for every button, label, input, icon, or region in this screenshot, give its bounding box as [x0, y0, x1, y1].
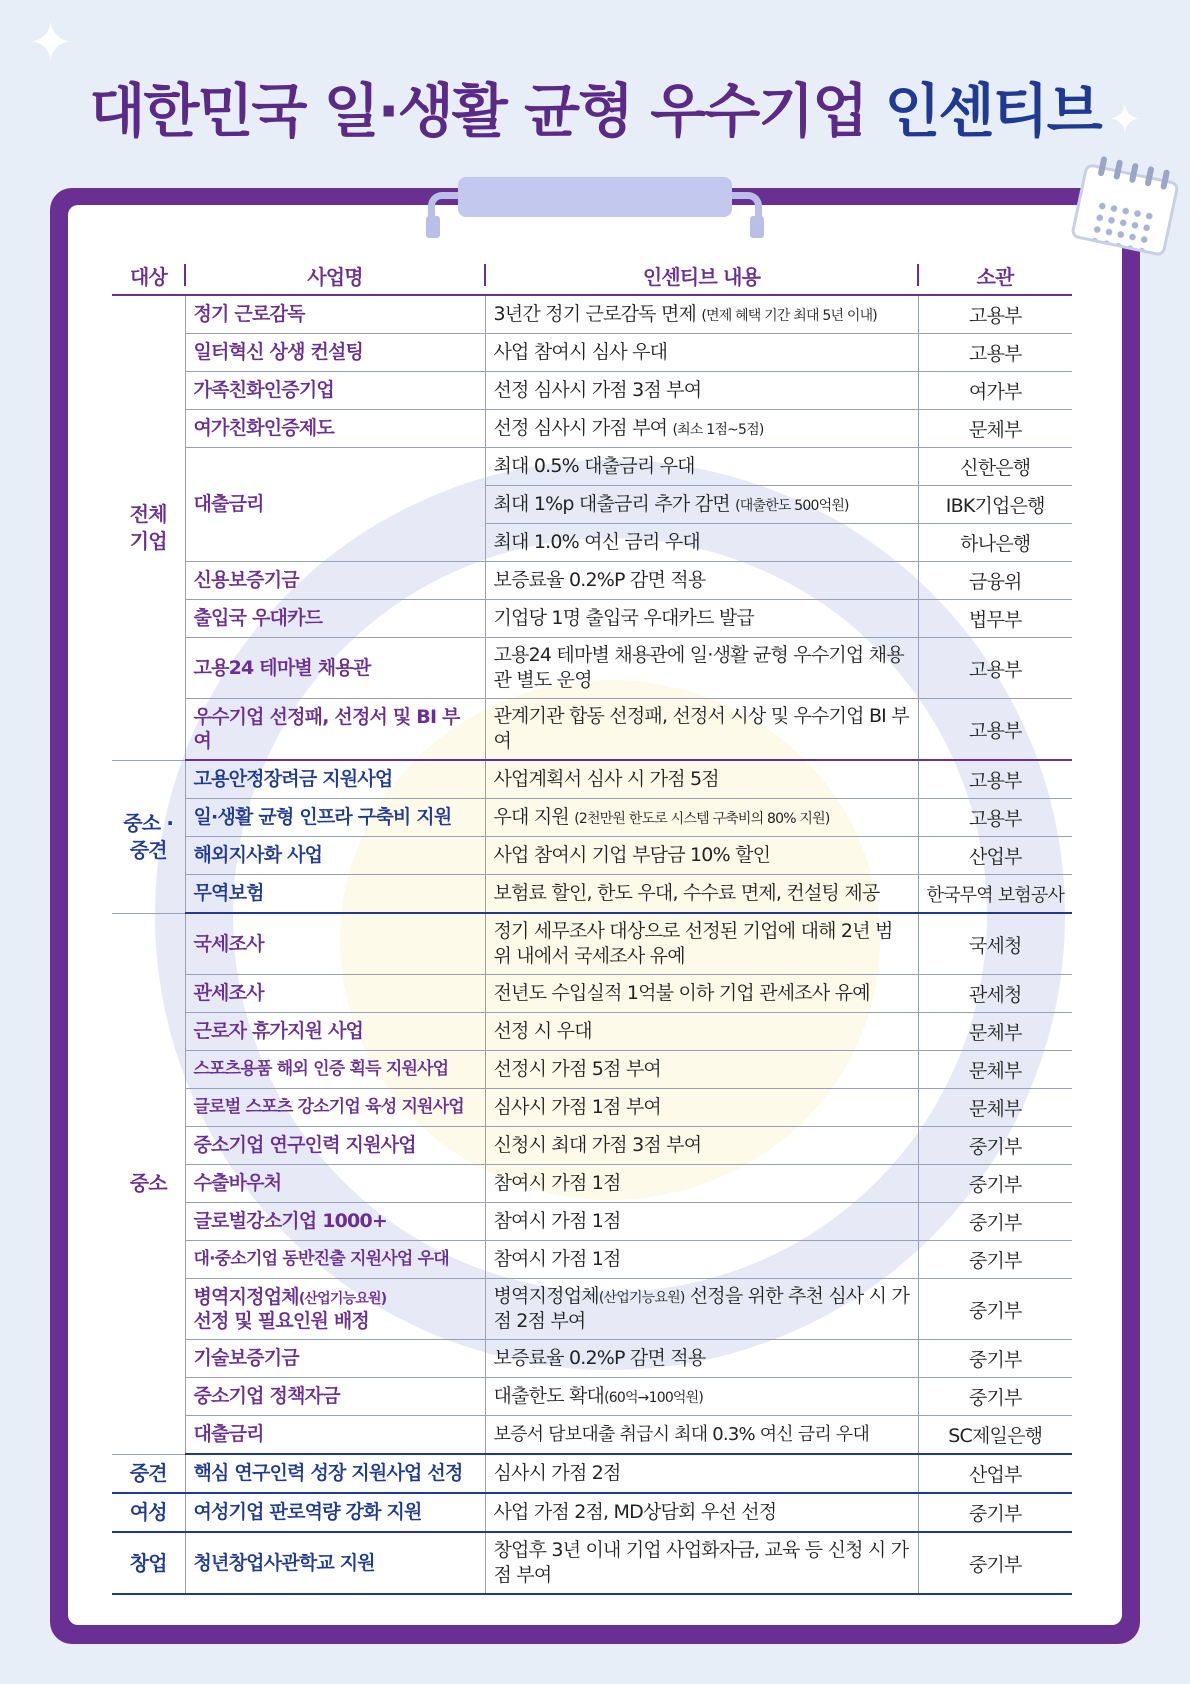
- table-row: [112, 699, 1072, 761]
- business-name: 출입국 우대카드: [185, 600, 485, 638]
- incentive-content: 참여시 가점 1점: [485, 1165, 918, 1203]
- department: 중기부: [918, 1203, 1072, 1241]
- table-row: [112, 1203, 1072, 1241]
- table-row: [112, 913, 1072, 975]
- table-row: [112, 837, 1072, 875]
- table-row: [112, 295, 1072, 334]
- incentive-content: 최대 1%p 대출금리 추가 감면 (대출한도 500억원): [485, 486, 918, 524]
- group-all: 전체 기업: [112, 295, 185, 760]
- department: 국세청: [918, 913, 1072, 975]
- department: 관세청: [918, 975, 1072, 1013]
- incentive-content: 3년간 정기 근로감독 면제 (면제 혜택 기간 최대 5년 이내): [485, 295, 918, 334]
- business-name: 국세조사: [185, 913, 485, 975]
- table-row: [112, 372, 1072, 410]
- incentive-content: 선정 심사시 가점 부여 (최소 1점~5점): [485, 410, 918, 448]
- department: 중기부: [918, 1241, 1072, 1279]
- incentive-content: 신청시 최대 가점 3점 부여: [485, 1127, 918, 1165]
- department: 고용부: [918, 760, 1072, 799]
- business-name: 중소기업 정책자금: [185, 1378, 485, 1416]
- business-name: 우수기업 선정패, 선정서 및 BI 부여: [185, 699, 485, 761]
- business-name: 대출금리: [185, 448, 485, 562]
- group-mid: 중견: [112, 1454, 185, 1493]
- department: 문체부: [918, 1089, 1072, 1127]
- business-name: 병역지정업체(산업기능요원) 선정 및 필요인원 배정: [185, 1279, 485, 1340]
- header-content: 인센티브 내용: [485, 256, 918, 295]
- table-row: [112, 1241, 1072, 1279]
- group-smm: 중소 · 중견: [112, 760, 185, 913]
- business-name: 핵심 연구인력 성장 지원사업 선정: [185, 1454, 485, 1493]
- department: 중기부: [918, 1493, 1072, 1532]
- incentive-content: 최대 0.5% 대출금리 우대: [485, 448, 918, 486]
- department: 금융위: [918, 562, 1072, 600]
- business-name: 고용24 테마별 채용관: [185, 638, 485, 699]
- department: 하나은행: [918, 524, 1072, 562]
- business-name: 고용안정장려금 지원사업: [185, 760, 485, 799]
- incentive-content: 최대 1.0% 여신 금리 우대: [485, 524, 918, 562]
- group-startup: 창업: [112, 1532, 185, 1594]
- business-name: 기술보증기금: [185, 1340, 485, 1378]
- incentive-content: 기업당 1명 출입국 우대카드 발급: [485, 600, 918, 638]
- business-name: 신용보증기금: [185, 562, 485, 600]
- incentive-content: 참여시 가점 1점: [485, 1203, 918, 1241]
- table-row: [112, 638, 1072, 699]
- department: 여가부: [918, 372, 1072, 410]
- incentive-content: 심사시 가점 2점: [485, 1454, 918, 1493]
- table-row: [112, 1416, 1072, 1455]
- group-women: 여성: [112, 1493, 185, 1532]
- sparkle-icon: ✦: [28, 11, 74, 74]
- business-name: 여성기업 판로역량 강화 지원: [185, 1493, 485, 1532]
- business-name: 정기 근로감독: [185, 295, 485, 334]
- table-row: [112, 1165, 1072, 1203]
- department: 중기부: [918, 1127, 1072, 1165]
- table-row: [112, 562, 1072, 600]
- table-row: [112, 600, 1072, 638]
- business-name: 중소기업 연구인력 지원사업: [185, 1127, 485, 1165]
- incentive-content: 사업 참여시 기업 부담금 10% 할인: [485, 837, 918, 875]
- incentive-content: 보증료율 0.2%P 감면 적용: [485, 1340, 918, 1378]
- business-name: 대출금리: [185, 1416, 485, 1455]
- incentive-content: 관계기관 합동 선정패, 선정서 시상 및 우수기업 BI 부여: [485, 699, 918, 761]
- department: SC제일은행: [918, 1416, 1072, 1455]
- table-row: [112, 975, 1072, 1013]
- business-name: 여가친화인증제도: [185, 410, 485, 448]
- incentive-content: 전년도 수입실적 1억불 이하 기업 관세조사 유예: [485, 975, 918, 1013]
- clip-foot-left: [426, 216, 440, 238]
- business-name: 근로자 휴가지원 사업: [185, 1013, 485, 1051]
- business-name: 일·생활 균형 인프라 구축비 지원: [185, 799, 485, 837]
- department: 문체부: [918, 1051, 1072, 1089]
- business-name: 해외지사화 사업: [185, 837, 485, 875]
- department: 법무부: [918, 600, 1072, 638]
- department: 중기부: [918, 1378, 1072, 1416]
- business-name: 글로벌강소기업 1000+: [185, 1203, 485, 1241]
- business-name: 무역보험: [185, 875, 485, 914]
- title-main: 대한민국 일·생활 균형 우수기업: [89, 77, 867, 145]
- department: 중기부: [918, 1279, 1072, 1340]
- clip-bar: [458, 177, 732, 217]
- table-row: [112, 410, 1072, 448]
- business-name: 글로벌 스포츠 강소기업 육성 지원사업: [185, 1089, 485, 1127]
- table-row: [112, 1089, 1072, 1127]
- table-row: [112, 1127, 1072, 1165]
- table-row: [112, 875, 1072, 914]
- incentive-content: 선정 시 우대: [485, 1013, 918, 1051]
- incentive-content: 우대 지원 (2천만원 한도로 시스템 구축비의 80% 지원): [485, 799, 918, 837]
- department: 고용부: [918, 699, 1072, 761]
- department: 산업부: [918, 837, 1072, 875]
- department: 고용부: [918, 638, 1072, 699]
- incentive-content: 보험료 할인, 한도 우대, 수수료 면제, 컨설팅 제공: [485, 875, 918, 914]
- incentive-content: 고용24 테마별 채용관에 일·생활 균형 우수기업 채용관 별도 운영: [485, 638, 918, 699]
- header-target: 대상: [112, 256, 185, 295]
- department: 신한은행: [918, 448, 1072, 486]
- business-name: 청년창업사관학교 지원: [185, 1532, 485, 1594]
- incentive-content: 선정 심사시 가점 3점 부여: [485, 372, 918, 410]
- incentive-content: 정기 세무조사 대상으로 선정된 기업에 대해 2년 범위 내에서 국세조사 유예: [485, 913, 918, 975]
- table-row: [112, 1532, 1072, 1594]
- incentive-content: 사업 참여시 심사 우대: [485, 334, 918, 372]
- department: 중기부: [918, 1532, 1072, 1594]
- department: 한국무역 보험공사: [918, 875, 1072, 914]
- business-name: 가족친화인증기업: [185, 372, 485, 410]
- incentive-content: 병역지정업체(산업기능요원) 선정을 위한 추천 심사 시 가점 2점 부여: [485, 1279, 918, 1340]
- incentive-content: 심사시 가점 1점 부여: [485, 1089, 918, 1127]
- table-row: [112, 334, 1072, 372]
- business-name: 일터혁신 상생 컨설팅: [185, 334, 485, 372]
- incentive-content: 대출한도 확대(60억→100억원): [485, 1378, 918, 1416]
- department: 산업부: [918, 1454, 1072, 1493]
- incentive-table: [112, 256, 1072, 1595]
- department: IBK기업은행: [918, 486, 1072, 524]
- table-row: [112, 1013, 1072, 1051]
- page-title: [0, 64, 1190, 148]
- table-row: [112, 760, 1072, 799]
- clip-foot-right: [750, 216, 764, 238]
- business-name: 스포츠용품 해외 인증 획득 지원사업: [185, 1051, 485, 1089]
- business-name: 대·중소기업 동반진출 지원사업 우대: [185, 1241, 485, 1279]
- sparkle-icon: ✦: [1108, 97, 1142, 143]
- table-row: [112, 448, 1072, 486]
- department: 문체부: [918, 410, 1072, 448]
- table-header-row: [112, 256, 1072, 295]
- incentive-content: 보증료율 0.2%P 감면 적용: [485, 562, 918, 600]
- department: 고용부: [918, 295, 1072, 334]
- department: 고용부: [918, 334, 1072, 372]
- incentive-content: 창업후 3년 이내 기업 사업화자금, 교육 등 신청 시 가점 부여: [485, 1532, 918, 1594]
- incentive-content: 선정시 가점 5점 부여: [485, 1051, 918, 1089]
- table-row: [112, 1454, 1072, 1493]
- business-name: 수출바우처: [185, 1165, 485, 1203]
- header-business: 사업명: [185, 256, 485, 295]
- incentive-content: 사업계획서 심사 시 가점 5점: [485, 760, 918, 799]
- table-row: [112, 1279, 1072, 1340]
- table-row: [112, 1340, 1072, 1378]
- incentive-content: 사업 가점 2점, MD상담회 우선 선정: [485, 1493, 918, 1532]
- department: 중기부: [918, 1165, 1072, 1203]
- department: 고용부: [918, 799, 1072, 837]
- table-row: [112, 799, 1072, 837]
- table-row: [112, 1051, 1072, 1089]
- table-row: [112, 1378, 1072, 1416]
- incentive-content: 참여시 가점 1점: [485, 1241, 918, 1279]
- department: 문체부: [918, 1013, 1072, 1051]
- title-accent: 인센티브: [884, 77, 1101, 145]
- table-row: [112, 1493, 1072, 1532]
- group-small: 중소: [112, 913, 185, 1454]
- department: 중기부: [918, 1340, 1072, 1378]
- business-name: 관세조사: [185, 975, 485, 1013]
- incentive-content: 보증서 담보대출 취급시 최대 0.3% 여신 금리 우대: [485, 1416, 918, 1455]
- header-dept: 소관: [918, 256, 1072, 295]
